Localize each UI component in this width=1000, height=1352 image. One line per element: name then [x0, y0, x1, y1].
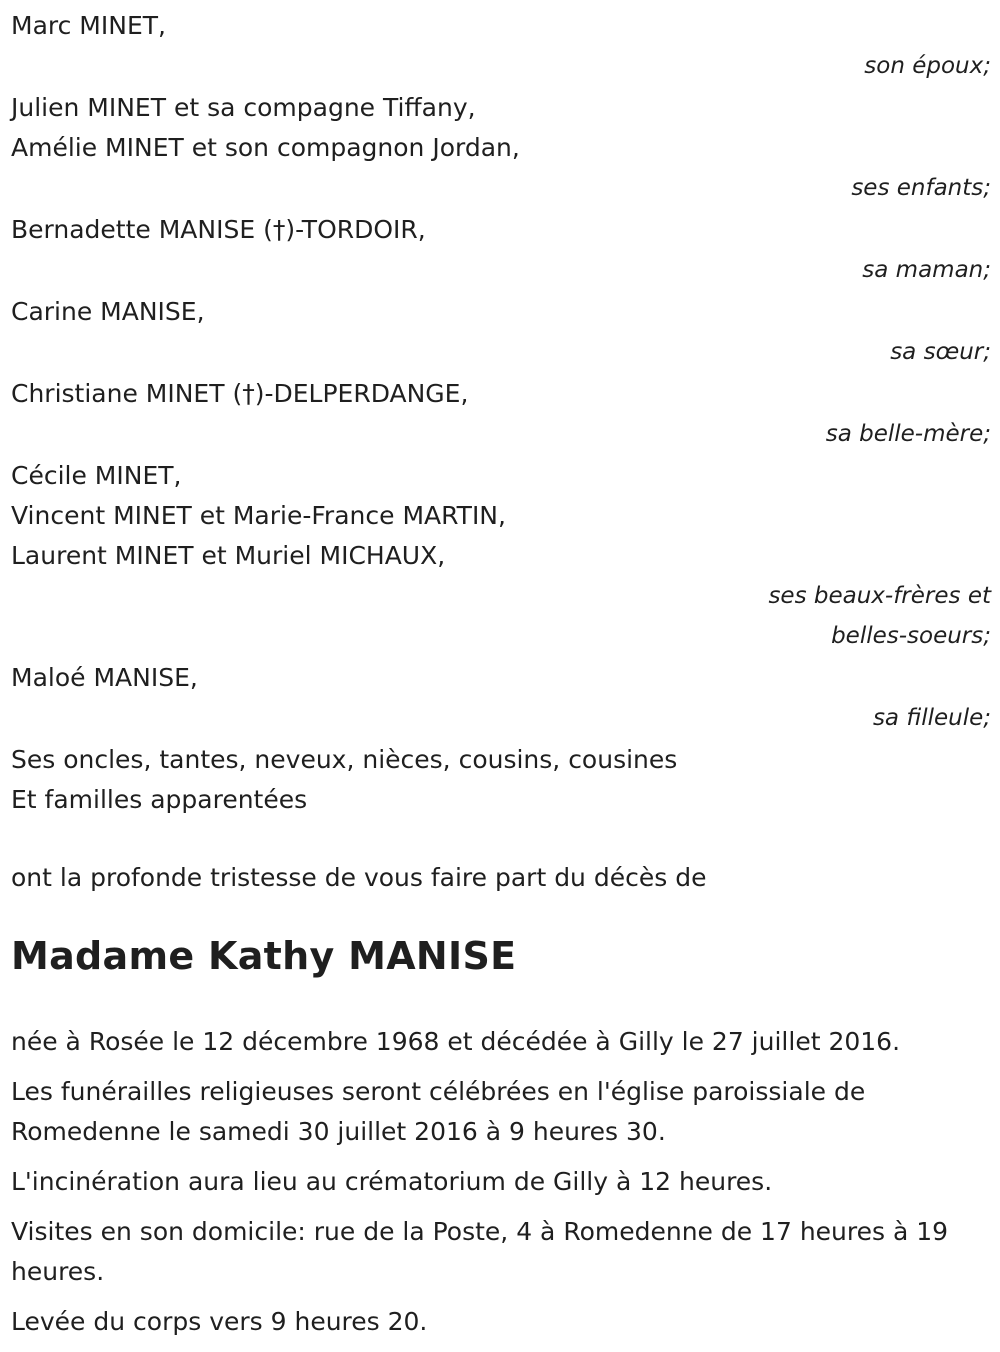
family-role: sa sœur;	[890, 339, 991, 365]
family-name-line: Carine MANISE,	[11, 297, 205, 326]
family-group-children	[11, 88, 991, 208]
family-group-mother-in-law	[11, 374, 991, 454]
detail-paragraph: née à Rosée le 12 décembre 1968 et décédée à Gilly le 27 juillet 2016.	[11, 1027, 901, 1056]
family-group-mother	[11, 210, 991, 290]
family-name-line: Et familles apparentées	[11, 785, 308, 814]
family-group-goddaughter	[11, 658, 991, 738]
deceased-name: Madame Kathy MANISE	[11, 934, 517, 978]
family-name-line: Bernadette MANISE (†)-TORDOIR,	[11, 215, 426, 244]
family-role: ses beaux-frères et	[768, 583, 991, 609]
obituary-notice	[11, 6, 991, 1352]
family-group-spouse	[11, 6, 991, 86]
family-role: son époux;	[864, 53, 991, 79]
family-name-line: Julien MINET et sa compagne Tiffany,	[11, 93, 476, 122]
family-name-line: Maloé MANISE,	[11, 663, 198, 692]
detail-paragraph: Les funérailles religieuses seront célébrées en l'église paroissiale de Romedenne le samedi 30 juillet 2016 à 9 heures 30.	[11, 1077, 866, 1146]
family-name-line: Ses oncles, tantes, neveux, nièces, cousins, cousines	[11, 745, 678, 774]
family-group-sister	[11, 292, 991, 372]
family-role: sa maman;	[862, 257, 991, 283]
detail-paragraph: L'incinération aura lieu au crématorium de Gilly à 12 heures.	[11, 1167, 773, 1196]
detail-paragraph: Levée du corps vers 9 heures 20.	[11, 1307, 428, 1336]
funeral-details	[11, 1022, 991, 1342]
family-role: belles-soeurs;	[831, 623, 991, 649]
announcement-text: ont la profonde tristesse de vous faire part du décès de	[11, 863, 707, 892]
family-name-line: Cécile MINET,	[11, 461, 182, 490]
family-role: sa belle-mère;	[825, 421, 991, 447]
family-group-in-laws	[11, 456, 991, 656]
detail-paragraph: Visites en son domicile: rue de la Poste, 4 à Romedenne de 17 heures à 19 heures.	[11, 1217, 949, 1286]
family-role: ses enfants;	[851, 175, 991, 201]
family-name-line: Marc MINET,	[11, 11, 166, 40]
family-group-extended	[11, 740, 991, 820]
family-name-line: Laurent MINET et Muriel MICHAUX,	[11, 541, 446, 570]
family-name-line: Vincent MINET et Marie-France MARTIN,	[11, 501, 506, 530]
family-role: sa filleule;	[872, 705, 991, 731]
family-name-line: Amélie MINET et son compagnon Jordan,	[11, 133, 520, 162]
family-name-line: Christiane MINET (†)-DELPERDANGE,	[11, 379, 469, 408]
